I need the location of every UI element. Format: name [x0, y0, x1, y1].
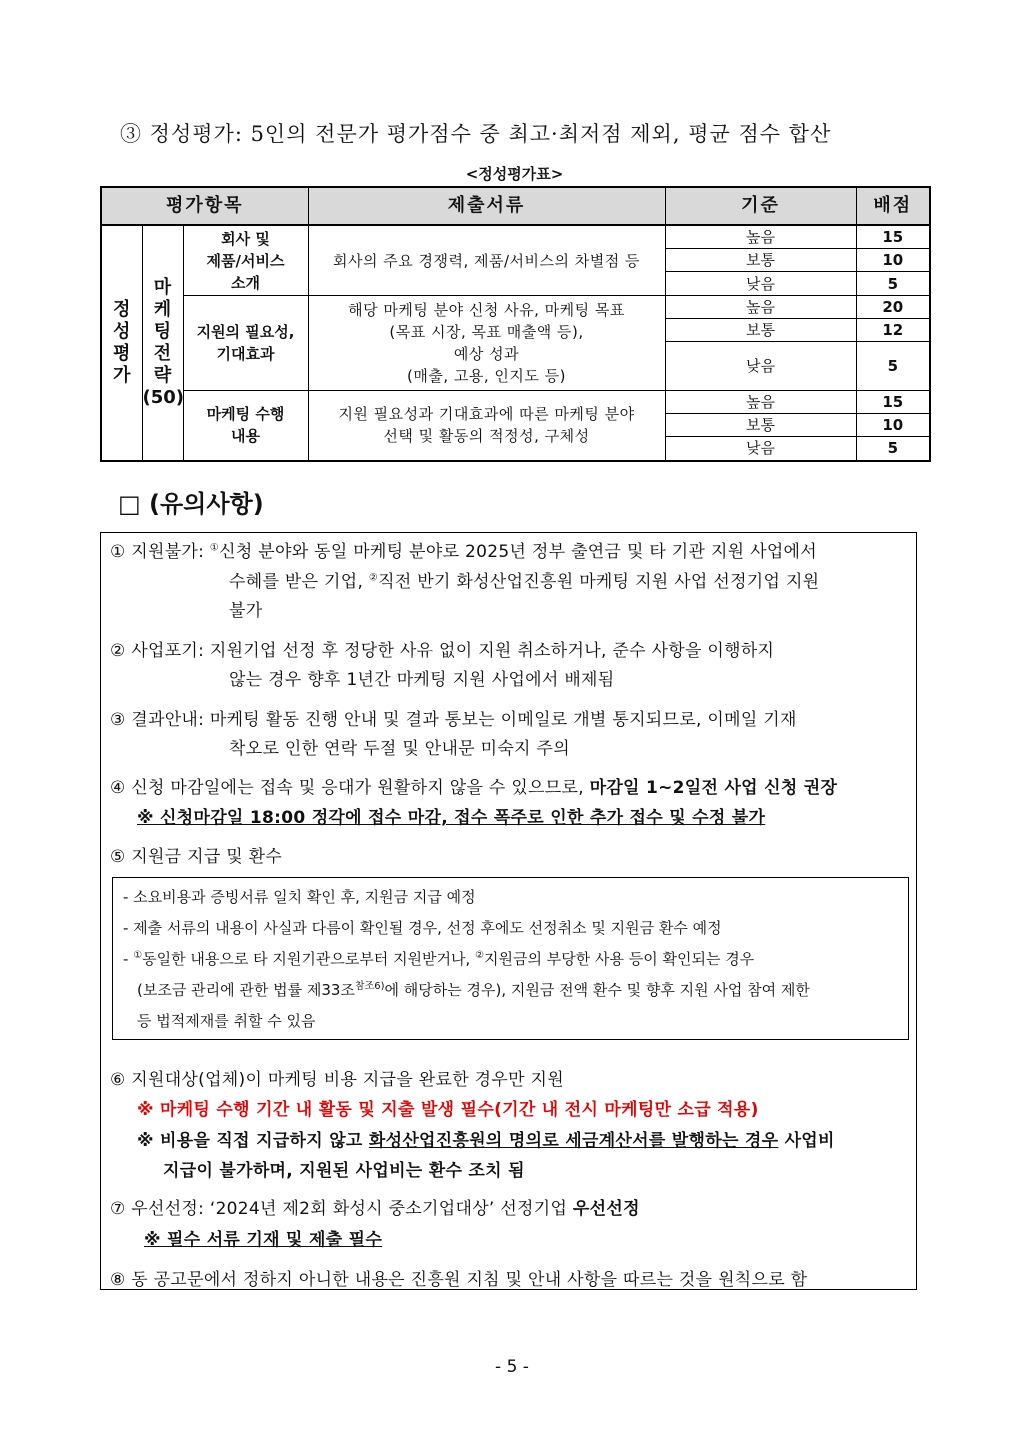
- header-score: 배점: [856, 187, 930, 225]
- item-company-intro: 회사 및 제품/서비스 소개: [183, 225, 308, 296]
- criteria-label: 낮음: [665, 342, 856, 391]
- criteria-label: 보통: [665, 414, 856, 437]
- notice-item-1-line-3: 불가: [229, 601, 263, 621]
- header-item: 평가항목: [101, 187, 308, 225]
- notice-item-3-line-2: 착오로 인한 연락 두절 및 안내문 미숙지 주의: [229, 739, 570, 759]
- evaluation-table: [100, 186, 931, 462]
- notice-item-1-line-2: 수혜를 받은 기업, ②직전 반기 화성산업진흥원 마케팅 지원 사업 선정기업 지원: [229, 572, 820, 592]
- notice-item-6-line-1: ⑥ 지원대상(업체)이 마케팅 비용 지급을 완료한 경우만 지원: [110, 1070, 564, 1090]
- notice-item-7-line-1: ⑦ 우선선정: ‘2024년 제2회 화성시 중소기업대상’ 선정기업 우선선정: [110, 1199, 640, 1219]
- criteria-label: 높음: [665, 296, 856, 319]
- item-execution: 마케팅 수행 내용: [183, 391, 308, 461]
- notice-item-6-warning-cont: 지급이 불가하며, 지원된 사업비는 환수 조치 됨: [163, 1161, 525, 1181]
- notice-title: □ (유의사항): [118, 490, 264, 518]
- refund-line-5: 등 법적제재를 취할 수 있음: [137, 1012, 316, 1030]
- criteria-label: 보통: [665, 319, 856, 342]
- notice-item-4-line-1: ④ 신청 마감일에는 접속 및 응대가 원활하지 않을 수 있으므로, 마감일 1~2일전 사업 신청 권장: [110, 778, 838, 798]
- notice-item-6-red-warning: ※ 마케팅 수행 기간 내 활동 및 지출 발생 필수(기간 내 전시 마케팅만 소급 적용): [137, 1100, 759, 1120]
- header-docs: 제출서류: [308, 187, 665, 225]
- criteria-label: 보통: [665, 249, 856, 272]
- item-necessity: 지원의 필요성, 기대효과: [183, 296, 308, 391]
- docs-necessity: 해당 마케팅 분야 신청 사유, 마케팅 목표 (목표 시장, 목표 매출액 등), 예상 성과 (매출, 고용, 인지도 등): [308, 296, 665, 391]
- criteria-score: 5: [856, 342, 930, 391]
- notice-item-5: ⑤ 지원금 지급 및 환수: [110, 847, 283, 867]
- section-heading: ③ 정성평가: 5인의 전문가 평가점수 중 최고·최저점 제외, 평균 점수 합산: [120, 122, 832, 146]
- criteria-score: 5: [856, 437, 930, 461]
- header-criteria: 기준: [665, 187, 856, 225]
- criteria-label: 낮음: [665, 437, 856, 461]
- notice-item-6-warning: ※ 비용을 직접 지급하지 않고 화성산업진흥원의 명의로 세금계산서를 발행하는 경우 사업비: [137, 1131, 835, 1151]
- notice-item-2-line-2: 않는 경우 향후 1년간 마케팅 지원 사업에서 배제됨: [229, 670, 615, 690]
- table-caption: <정성평가표>: [465, 165, 564, 183]
- criteria-score: 10: [856, 414, 930, 437]
- notice-item-2-line-1: ② 사업포기: 지원기업 선정 후 정당한 사유 없이 지원 취소하거나, 준수 사항을 이행하지: [110, 641, 775, 661]
- notice-item-4-warning: ※ 신청마감일 18:00 정각에 접수 마감, 접수 폭주로 인한 추가 접수 및 수정 불가: [137, 808, 766, 828]
- refund-line-2: - 제출 서류의 내용이 사실과 다름이 확인될 경우, 선정 후에도 선정취소 및 지원금 환수 예정: [123, 919, 722, 937]
- docs-execution: 지원 필요성과 기대효과에 따른 마케팅 분야 선택 및 활동의 적정성, 구체성: [308, 391, 665, 461]
- criteria-score: 10: [856, 249, 930, 272]
- criteria-score: 15: [856, 225, 930, 249]
- notice-item-8: ⑧ 동 공고문에서 정하지 아니한 내용은 진흥원 지침 및 안내 사항을 따르는 것을 원칙으로 함: [110, 1270, 808, 1290]
- criteria-score: 12: [856, 319, 930, 342]
- criteria-score: 15: [856, 391, 930, 414]
- page-number: - 5 -: [495, 1357, 529, 1377]
- docs-company-intro: 회사의 주요 경쟁력, 제품/서비스의 차별점 등: [308, 225, 665, 296]
- criteria-label: 높음: [665, 391, 856, 414]
- criteria-score: 5: [856, 272, 930, 296]
- refund-line-1: - 소요비용과 증빙서류 일치 확인 후, 지원금 지급 예정: [123, 888, 476, 906]
- category-cell: 정 성 평 가: [101, 225, 142, 461]
- refund-line-4: (보조금 관리에 관한 법률 제33조$^{참조6)}$에 해당하는 경우), 지원금 전액 환수 및 향후 지원 사업 참여 제한: [137, 981, 810, 999]
- refund-line-3: - ①동일한 내용으로 타 지원기관으로부터 지원받거나, ②지원금의 부당한 사용 등이 확인되는 경우: [123, 950, 755, 968]
- notice-item-3-line-1: ③ 결과안내: 마케팅 활동 진행 안내 및 결과 통보는 이메일로 개별 통지되므로, 이메일 기재: [110, 710, 797, 730]
- subcategory-cell: 마 케 팅 전 략 (50): [142, 225, 183, 461]
- criteria-label: 높음: [665, 225, 856, 249]
- criteria-score: 20: [856, 296, 930, 319]
- criteria-label: 낮음: [665, 272, 856, 296]
- notice-item-1-line-1: ① 지원불가: ①신청 분야와 동일 마케팅 분야로 2025년 정부 출연금 및 타 기관 지원 사업에서: [110, 542, 817, 562]
- notice-item-7-warning: ※ 필수 서류 기재 및 제출 필수: [144, 1230, 383, 1250]
